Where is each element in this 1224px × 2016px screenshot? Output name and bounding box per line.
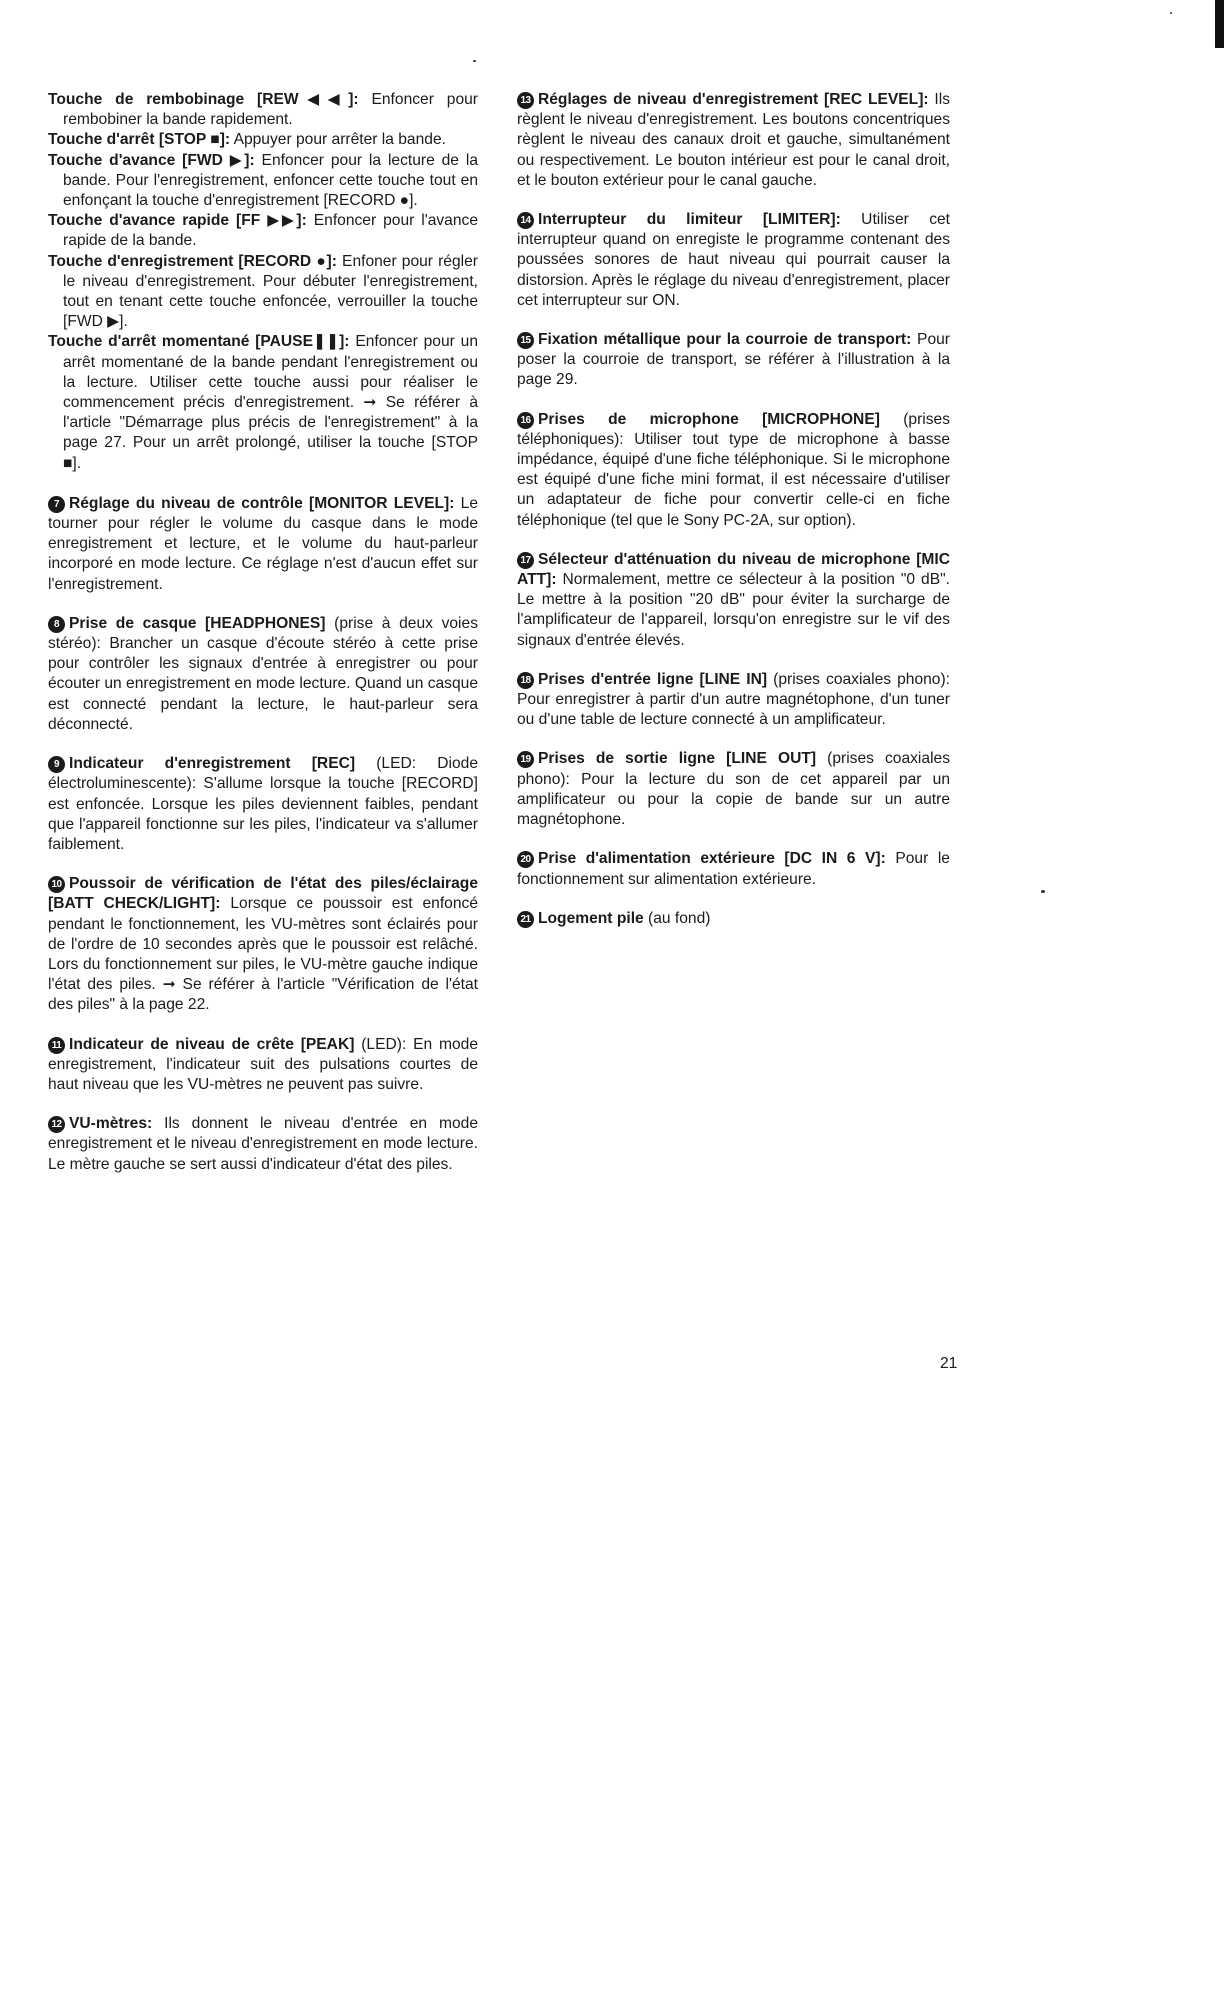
item-peak-indicator — [48, 1035, 478, 1096]
item-text: Pour le fonctionnement sur alimentation extérieure. — [517, 850, 950, 888]
entry-text: Enfoncer pour l'avance rapide de la bande. — [63, 212, 478, 250]
item-text: (LED: Diode électroluminescente): S'allume lorsque la touche [RECORD] est enfoncée. Lorsque les piles deviennent faibles, pendant que l'appareil fonctionne sur les piles, l'indicateur va s'allumer faiblement. — [48, 755, 478, 853]
item-label: Indicateur d'enregistrement [REC] — [69, 755, 356, 773]
item-rec-level — [517, 90, 950, 191]
entry-text: Appuyer pour arrêter la bande. — [230, 131, 446, 149]
entry-text: Enfoncer pour rembobiner la bande rapidement. — [63, 91, 478, 129]
item-text: (LED): En mode enregistrement, l'indicateur suit des pulsations courtes de haut niveau que les VU-mètres ne peuvent pas suivre. — [48, 1035, 478, 1093]
key-entry-rew — [48, 90, 478, 130]
scan-speck — [473, 60, 476, 62]
item-label: Fixation métallique pour la courroie de transport: — [538, 331, 912, 349]
item-label: Réglage du niveau de contrôle [MONITOR LEVEL]: — [69, 494, 455, 512]
item-monitor-level — [48, 494, 478, 595]
item-text: Pour poser la courroie de transport, se référer à l'illustration à la page 29. — [517, 331, 950, 389]
item-number-badge: 7 — [48, 496, 65, 513]
entry-label: Touche d'arrêt [STOP ■]: — [48, 131, 231, 149]
item-vu-meters — [48, 1114, 478, 1175]
item-text: Lorsque ce poussoir est enfoncé pendant le fonctionnement, les VU-mètres sont éclairés pour de l'ordre de 10 secondes après que le poussoir est relâché. Lors du fonctionnement sur piles, le VU-mètre gauche indique l'état des piles. ➞ Se référer à l'article "Vérification de l'état des piles" à la page 22. — [48, 895, 478, 1014]
entry-label: Touche d'enregistrement [RECORD ●]: — [48, 252, 337, 270]
item-number-badge: 13 — [517, 92, 534, 109]
item-number-badge: 9 — [48, 756, 65, 773]
entry-label: Touche d'avance rapide [FF ▶▶]: — [48, 212, 307, 230]
item-number-badge: 20 — [517, 851, 534, 868]
scan-edge-mark — [1215, 0, 1224, 48]
item-number-badge: 19 — [517, 751, 534, 768]
item-line-in — [517, 670, 950, 731]
page-number: 21 — [940, 1355, 958, 1372]
item-label: Logement pile — [538, 909, 644, 927]
scan-speck — [1170, 12, 1172, 14]
item-text: (prises coaxiales phono): Pour enregistrer à partir d'un autre magnétophone, d'un tuner ou d'une table de lecture connecté à un amplificateur. — [517, 670, 951, 729]
item-headphones — [48, 614, 478, 735]
item-mic-att — [517, 550, 950, 651]
item-label: Indicateur de niveau de crête [PEAK] — [69, 1035, 355, 1053]
item-label: Prises de microphone [MICROPHONE] — [538, 410, 880, 428]
item-limiter — [517, 210, 950, 311]
item-text: (prises téléphoniques): Utiliser tout type de microphone à basse impédance, équipé d'une fiche téléphonique. Si le microphone est équipé d'une fiche mini format, il est nécessaire d'utiliser un adaptateur de fiche pour convertir celle-ci en fiche téléphonique (tel que le Sony PC-2A, sur option). — [517, 410, 950, 529]
item-label: Réglages de niveau d'enregistrement [REC LEVEL]: — [538, 91, 929, 108]
key-entry-pause — [48, 332, 478, 473]
item-text: Ils donnent le niveau d'entrée en mode enregistrement et le niveau d'enregistrement en mode lecture. Le mètre gauche se sert aussi d'indicateur d'état des piles. — [48, 1115, 478, 1173]
item-number-badge: 12 — [48, 1116, 65, 1133]
item-batt-check — [48, 874, 478, 1015]
item-number-badge: 8 — [48, 616, 65, 633]
left-column — [48, 90, 478, 1194]
item-label: Sélecteur d'atténuation du niveau de microphone [MIC ATT]: — [517, 550, 950, 589]
key-entry-record — [48, 252, 478, 333]
entry-text: Enfoner pour régler le niveau d'enregistrement. Pour débuter l'enregistrement, tout en tenant cette touche enfoncée, verrouiller la touche [FWD ▶]. — [63, 252, 478, 331]
right-column — [517, 90, 950, 948]
item-number-badge: 15 — [517, 332, 534, 349]
item-battery-compartment — [517, 909, 950, 929]
entry-label: Touche d'arrêt momentané [PAUSE❚❚]: — [48, 333, 350, 351]
entry-text: Enfoncer pour un arrêt momentané de la bande pendant l'enregistrement ou la lecture. Utiliser cette touche aussi pour réaliser le commencement précis d'enregistrement. ➞ Se référer à l'article "Démarrage plus précis de l'enregistrement" à la page 27. Pour un arrêt prolongé, utiliser la touche [STOP ■]. — [63, 333, 478, 472]
entry-label: Touche d'avance [FWD ▶]: — [48, 151, 255, 169]
item-number-badge: 21 — [517, 911, 534, 928]
entry-label: Touche de rembobinage [REW◀◀]: — [48, 91, 359, 108]
item-strap-fixture — [517, 330, 950, 391]
key-entry-ff — [48, 211, 478, 251]
item-number-badge: 11 — [48, 1037, 65, 1054]
item-number-badge: 18 — [517, 672, 534, 689]
key-entry-stop — [48, 130, 478, 150]
item-text: Ils règlent le niveau d'enregistrement. Les boutons concentriques règlent le niveau des canaux droit et gauche, simultanément ou respectivement. Le bouton intérieur est pour le canal droit, et le bouton extérieur pour le canal gauche. — [517, 91, 950, 189]
item-number-badge: 16 — [517, 412, 534, 429]
item-label: VU-mètres: — [69, 1115, 153, 1133]
item-number-badge: 17 — [517, 552, 534, 569]
item-text: Normalement, mettre ce sélecteur à la position "0 dB". Le mettre à la position "20 dB" pour éviter la surcharge de l'amplificateur de l'appareil, lorsqu'on enregistre sur le vif des signaux d'entrée élevés. — [517, 571, 950, 649]
item-label: Prises de sortie ligne [LINE OUT] — [538, 750, 817, 768]
item-label: Prise de casque [HEADPHONES] — [69, 614, 326, 632]
item-text: Le tourner pour régler le volume du casque dans le mode enregistrement et lecture, et le volume du haut-parleur incorporé en mode lecture. Ce réglage n'est d'aucun effet sur l'enregistrement. — [48, 494, 479, 593]
key-entry-fwd — [48, 151, 478, 212]
item-text: (prise à deux voies stéréo): Brancher un casque d'écoute stéréo à cette prise pour contrôler les signaux d'entrée à enregistrer ou pour écouter un enregistrement en mode lecture. Quand un casque est connecté pendant la lecture, le haut-parleur sera déconnecté. — [48, 614, 478, 733]
item-label: Prises d'entrée ligne [LINE IN] — [538, 670, 768, 688]
item-text: Utiliser cet interrupteur quand on enregiste le programme contenant des poussées sonores de haut niveau qui pourrait causer la distorsion. Après le réglage du niveau d'enregistrement, placer cet interrupteur sur ON. — [517, 211, 951, 309]
item-number-badge: 14 — [517, 212, 534, 229]
item-dc-in — [517, 849, 950, 889]
item-label: Prise d'alimentation extérieure [DC IN 6 V]: — [538, 850, 886, 868]
item-rec-indicator — [48, 754, 478, 855]
entry-text: Enfoncer pour la lecture de la bande. Pour l'enregistrement, enfoncer cette touche tout en enfonçant la touche d'enregistrement [RECORD ●]. — [63, 151, 478, 210]
item-text: (au fond) — [643, 909, 711, 927]
item-line-out — [517, 749, 950, 830]
item-microphone-jacks — [517, 410, 950, 531]
scan-speck — [1041, 890, 1045, 893]
item-text: (prises coaxiales phono): Pour la lecture du son de cet appareil par un amplificateur ou pour la copie de bande sur un autre magnétophone. — [517, 750, 951, 829]
item-label: Poussoir de vérification de l'état des piles/éclairage [BATT CHECK/LIGHT]: — [48, 875, 478, 913]
item-number-badge: 10 — [48, 876, 65, 893]
item-label: Interrupteur du limiteur [LIMITER]: — [538, 211, 841, 229]
